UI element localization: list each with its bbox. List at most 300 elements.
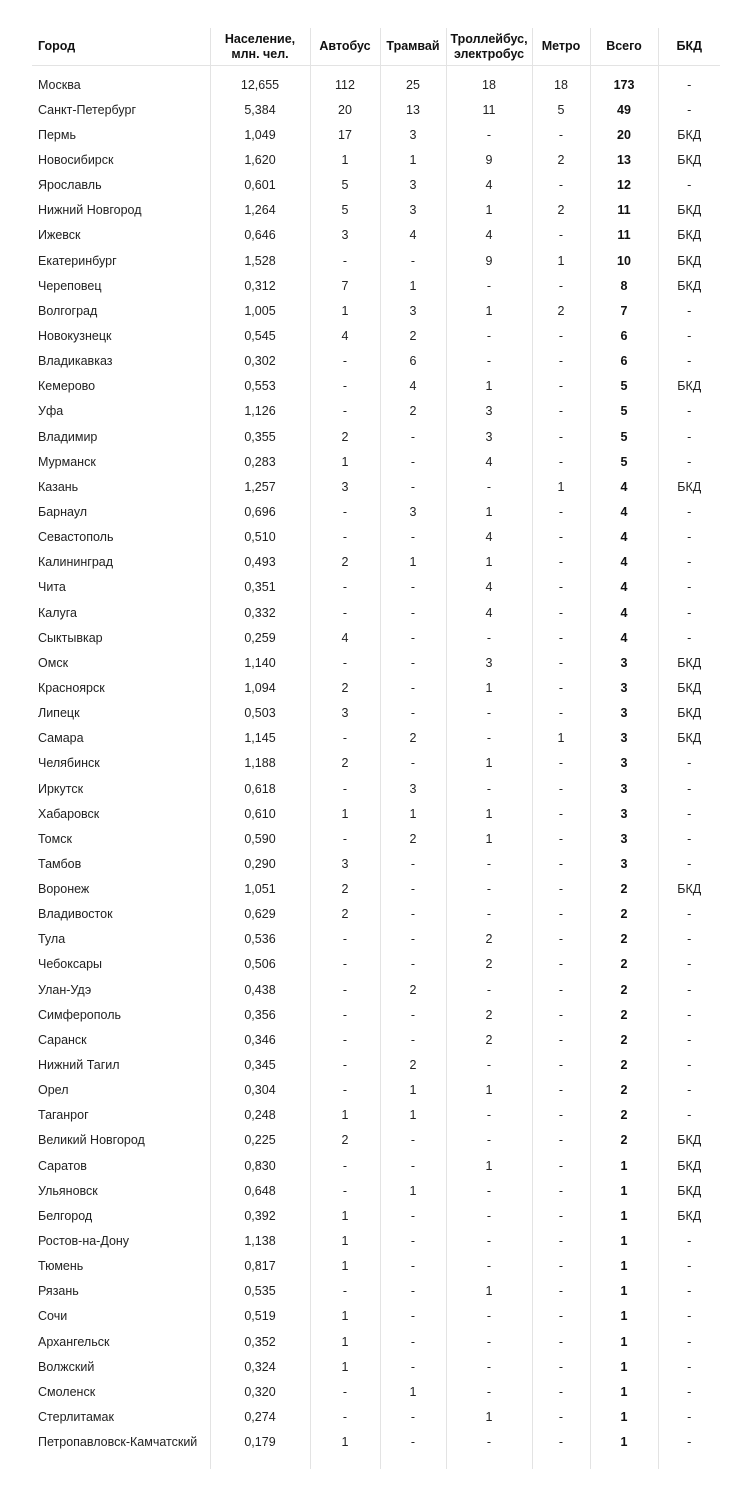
cell-bus: 2 [310,675,380,700]
cell-tram: 2 [380,323,446,348]
table-row [32,751,720,776]
cell-tram: 6 [380,349,446,374]
table-row [32,1254,720,1279]
table-row [32,1078,720,1103]
table-row [32,1279,720,1304]
cell-trolleybus: 4 [446,525,532,550]
cell-tram: - [380,927,446,952]
cell-bkd: БКД [677,1208,702,1223]
cell-total: 8 [590,273,658,298]
table-row [32,1203,720,1228]
cell-bkd: БКД [677,479,702,494]
cell-bus: 1 [310,1304,380,1329]
table-row [32,1128,720,1153]
cell-tram: - [380,1304,446,1329]
cell-total: 5 [590,399,658,424]
cell-bus: - [310,374,380,399]
cell-city: Смоленск [32,1379,210,1404]
cell-metro: - [532,1279,590,1304]
cell-tram: 3 [380,122,446,147]
cell-city: Тамбов [32,851,210,876]
table-row [32,198,720,223]
cell-bkd: - [687,907,692,922]
cell-tram: - [380,1404,446,1429]
cell-city: Сыктывкар [32,625,210,650]
cell-trolleybus: - [446,122,532,147]
cell-population: 0,817 [210,1254,310,1279]
transport-table [32,28,720,1469]
cell-total: 2 [590,1128,658,1153]
cell-trolleybus: 9 [446,147,532,172]
cell-population: 0,535 [210,1279,310,1304]
cell-bus: 1 [310,1430,380,1455]
spacer-cell [446,1455,532,1469]
cell-tram: 1 [380,550,446,575]
cell-trolleybus: - [446,1103,532,1128]
cell-city: Липецк [32,701,210,726]
cell-city: Ярославль [32,173,210,198]
cell-metro: 2 [532,298,590,323]
cell-tram: 2 [380,1052,446,1077]
cell-total: 1 [590,1178,658,1203]
cell-metro: - [532,323,590,348]
cell-city: Стерлитамак [32,1404,210,1429]
cell-bkd: - [687,580,692,595]
cell-metro: 1 [532,474,590,499]
cell-bkd: - [687,1058,692,1073]
cell-tram: - [380,625,446,650]
cell-population: 0,590 [210,826,310,851]
header-total: Всего [590,28,658,66]
cell-trolleybus: - [446,1354,532,1379]
cell-metro: - [532,952,590,977]
cell-tram: 1 [380,1078,446,1103]
cell-trolleybus: - [446,776,532,801]
cell-population: 0,503 [210,701,310,726]
cell-metro: - [532,399,590,424]
cell-population: 0,324 [210,1354,310,1379]
cell-tram: - [380,751,446,776]
cell-metro: - [532,374,590,399]
cell-bkd: БКД [677,882,702,897]
table-row [32,223,720,248]
cell-total: 4 [590,600,658,625]
header-bus: Автобус [310,28,380,66]
cell-trolleybus: - [446,273,532,298]
table-row [32,1027,720,1052]
cell-population: 0,545 [210,323,310,348]
cell-bus: - [310,1153,380,1178]
header-metro: Метро [532,28,590,66]
cell-population: 0,536 [210,927,310,952]
cell-city: Петропавловск-Камчатский [32,1430,210,1455]
cell-population: 1,051 [210,877,310,902]
cell-population: 1,145 [210,726,310,751]
cell-total: 1 [590,1379,658,1404]
cell-city: Пермь [32,122,210,147]
cell-bkd: - [687,1384,692,1399]
cell-total: 7 [590,298,658,323]
cell-metro: - [532,1254,590,1279]
cell-population: 0,696 [210,499,310,524]
cell-city: Нижний Тагил [32,1052,210,1077]
cell-total: 3 [590,701,658,726]
cell-tram: 3 [380,499,446,524]
cell-metro: - [532,1178,590,1203]
cell-bkd: - [687,77,692,92]
cell-city: Уфа [32,399,210,424]
cell-total: 2 [590,977,658,1002]
cell-population: 0,438 [210,977,310,1002]
cell-tram: - [380,449,446,474]
cell-bus: - [310,399,380,424]
cell-tram: 2 [380,726,446,751]
cell-city: Новосибирск [32,147,210,172]
cell-tram: - [380,424,446,449]
header-row [32,28,720,66]
cell-total: 2 [590,1103,658,1128]
cell-bus: 3 [310,223,380,248]
cell-city: Ульяновск [32,1178,210,1203]
cell-bkd: - [687,102,692,117]
cell-city: Череповец [32,273,210,298]
cell-city: Омск [32,650,210,675]
cell-trolleybus: 9 [446,248,532,273]
cell-city: Орел [32,1078,210,1103]
cell-trolleybus: - [446,1379,532,1404]
cell-bkd: БКД [677,655,702,670]
table-row [32,66,720,98]
cell-total: 1 [590,1153,658,1178]
cell-total: 3 [590,726,658,751]
cell-city: Калининград [32,550,210,575]
cell-bkd: БКД [677,278,702,293]
table-row [32,474,720,499]
cell-population: 1,140 [210,650,310,675]
cell-metro: - [532,776,590,801]
cell-bus: - [310,927,380,952]
cell-bkd: - [687,1309,692,1324]
table-row [32,1329,720,1354]
table-row [32,550,720,575]
cell-tram: 1 [380,1178,446,1203]
spacer-cell [590,1455,658,1469]
cell-bus: 2 [310,550,380,575]
cell-bus: - [310,726,380,751]
cell-trolleybus: 1 [446,1279,532,1304]
cell-trolleybus: 3 [446,424,532,449]
cell-total: 11 [590,198,658,223]
cell-city: Саратов [32,1153,210,1178]
cell-bkd: - [687,932,692,947]
cell-trolleybus: 1 [446,550,532,575]
cell-metro: - [532,701,590,726]
table-row [32,499,720,524]
cell-metro: - [532,499,590,524]
cell-tram: 4 [380,374,446,399]
cell-trolleybus: - [446,1178,532,1203]
cell-city: Хабаровск [32,801,210,826]
cell-metro: - [532,1304,590,1329]
cell-total: 20 [590,122,658,147]
table-row [32,374,720,399]
cell-city: Челябинск [32,751,210,776]
cell-metro: - [532,851,590,876]
cell-total: 5 [590,374,658,399]
cell-bus: - [310,349,380,374]
cell-bkd: БКД [677,1158,702,1173]
table-row [32,1404,720,1429]
cell-bkd: - [687,957,692,972]
cell-metro: - [532,625,590,650]
cell-bus: 4 [310,323,380,348]
table-row [32,1153,720,1178]
cell-bkd: - [687,1259,692,1274]
cell-bkd: - [687,831,692,846]
cell-city: Сочи [32,1304,210,1329]
cell-metro: - [532,1153,590,1178]
cell-bus: - [310,600,380,625]
cell-metro: - [532,650,590,675]
table-row [32,1178,720,1203]
cell-bus: 1 [310,147,380,172]
table-row [32,726,720,751]
cell-population: 0,601 [210,173,310,198]
cell-tram: - [380,575,446,600]
cell-bus: 3 [310,474,380,499]
cell-trolleybus: 3 [446,399,532,424]
cell-bus: 1 [310,1228,380,1253]
cell-total: 3 [590,801,658,826]
cell-bkd: - [687,806,692,821]
cell-total: 4 [590,525,658,550]
cell-trolleybus: 4 [446,173,532,198]
cell-city: Мурманск [32,449,210,474]
header-trolleybus: Троллейбус, электробус [446,28,532,66]
cell-bus: - [310,1052,380,1077]
table-row [32,273,720,298]
cell-city: Томск [32,826,210,851]
cell-bkd: - [687,756,692,771]
cell-trolleybus: 2 [446,1027,532,1052]
cell-metro: - [532,1379,590,1404]
cell-metro: - [532,902,590,927]
cell-trolleybus: 18 [446,66,532,98]
cell-metro: - [532,1078,590,1103]
cell-total: 2 [590,1052,658,1077]
cell-metro: - [532,525,590,550]
cell-city: Архангельск [32,1329,210,1354]
cell-bkd: - [687,1007,692,1022]
table-row [32,851,720,876]
table-row [32,927,720,952]
table-row [32,801,720,826]
cell-population: 0,629 [210,902,310,927]
cell-total: 2 [590,877,658,902]
cell-total: 5 [590,449,658,474]
cell-population: 0,320 [210,1379,310,1404]
cell-population: 0,355 [210,424,310,449]
cell-bkd: - [687,178,692,193]
spacer-cell [380,1455,446,1469]
cell-tram: 13 [380,97,446,122]
cell-population: 0,610 [210,801,310,826]
cell-metro: 18 [532,66,590,98]
table-row [32,97,720,122]
cell-tram: - [380,877,446,902]
cell-total: 3 [590,851,658,876]
cell-tram: - [380,1203,446,1228]
cell-bkd: - [687,1435,692,1450]
table-row [32,701,720,726]
cell-tram: - [380,952,446,977]
cell-tram: - [380,248,446,273]
cell-bkd: БКД [677,1133,702,1148]
cell-trolleybus: 1 [446,374,532,399]
cell-city: Казань [32,474,210,499]
cell-trolleybus: - [446,1304,532,1329]
cell-total: 6 [590,349,658,374]
cell-tram: - [380,1279,446,1304]
cell-tram: 1 [380,1379,446,1404]
cell-total: 3 [590,751,658,776]
cell-trolleybus: 1 [446,751,532,776]
cell-trolleybus: - [446,323,532,348]
cell-tram: - [380,851,446,876]
cell-tram: - [380,650,446,675]
cell-city: Красноярск [32,675,210,700]
cell-tram: - [380,474,446,499]
cell-population: 0,830 [210,1153,310,1178]
table-row [32,776,720,801]
cell-city: Симферополь [32,1002,210,1027]
cell-population: 0,312 [210,273,310,298]
cell-bus: 7 [310,273,380,298]
cell-trolleybus: - [446,1203,532,1228]
cell-tram: - [380,1002,446,1027]
header-bkd: БКД [658,28,720,66]
cell-total: 1 [590,1203,658,1228]
cell-trolleybus: 11 [446,97,532,122]
cell-total: 5 [590,424,658,449]
cell-city: Саранск [32,1027,210,1052]
cell-bus: 112 [310,66,380,98]
cell-population: 1,264 [210,198,310,223]
cell-bus: 2 [310,902,380,927]
cell-total: 4 [590,550,658,575]
table-row [32,902,720,927]
cell-total: 1 [590,1430,658,1455]
cell-city: Нижний Новгород [32,198,210,223]
cell-trolleybus: - [446,726,532,751]
cell-metro: - [532,675,590,700]
cell-city: Кемерово [32,374,210,399]
table-row [32,675,720,700]
cell-total: 2 [590,927,658,952]
cell-city: Белгород [32,1203,210,1228]
cell-trolleybus: 2 [446,1002,532,1027]
cell-trolleybus: 1 [446,198,532,223]
cell-tram: 1 [380,147,446,172]
cell-population: 0,179 [210,1430,310,1455]
cell-bus: - [310,248,380,273]
cell-metro: - [532,173,590,198]
cell-bkd: - [687,605,692,620]
cell-population: 12,655 [210,66,310,98]
cell-bkd: - [687,1359,692,1374]
cell-total: 1 [590,1404,658,1429]
cell-trolleybus: - [446,1128,532,1153]
cell-metro: - [532,877,590,902]
cell-city: Таганрог [32,1103,210,1128]
table-row [32,650,720,675]
cell-tram: 1 [380,1103,446,1128]
cell-metro: - [532,600,590,625]
cell-bkd: - [687,1284,692,1299]
cell-bus: 2 [310,751,380,776]
table-row [32,349,720,374]
cell-bus: - [310,977,380,1002]
cell-bus: 5 [310,198,380,223]
cell-population: 0,274 [210,1404,310,1429]
cell-trolleybus: 4 [446,223,532,248]
cell-city: Чита [32,575,210,600]
cell-tram: - [380,1128,446,1153]
cell-population: 0,283 [210,449,310,474]
cell-bkd: - [687,303,692,318]
cell-trolleybus: 1 [446,1153,532,1178]
spacer-cell [310,1455,380,1469]
cell-city: Санкт-Петербург [32,97,210,122]
cell-population: 0,332 [210,600,310,625]
cell-bus: 1 [310,298,380,323]
cell-bus: 2 [310,424,380,449]
cell-population: 0,519 [210,1304,310,1329]
cell-metro: - [532,1052,590,1077]
cell-tram: 3 [380,173,446,198]
cell-bkd: - [687,429,692,444]
cell-bus: 5 [310,173,380,198]
cell-total: 1 [590,1329,658,1354]
cell-total: 173 [590,66,658,98]
cell-trolleybus: - [446,851,532,876]
cell-metro: - [532,575,590,600]
cell-metro: - [532,449,590,474]
cell-bus: - [310,1279,380,1304]
cell-total: 2 [590,1002,658,1027]
cell-bus: 3 [310,851,380,876]
cell-tram: 3 [380,298,446,323]
cell-trolleybus: 4 [446,449,532,474]
cell-bkd: БКД [677,1183,702,1198]
cell-total: 4 [590,625,658,650]
cell-metro: - [532,1329,590,1354]
cell-bus: 2 [310,1128,380,1153]
cell-total: 1 [590,1279,658,1304]
cell-tram: - [380,902,446,927]
cell-population: 1,188 [210,751,310,776]
cell-bkd: БКД [677,228,702,243]
cell-tram: - [380,1254,446,1279]
table-row [32,1052,720,1077]
cell-total: 12 [590,173,658,198]
cell-metro: - [532,1228,590,1253]
cell-bkd: - [687,328,692,343]
cell-city: Иркутск [32,776,210,801]
cell-bus: - [310,499,380,524]
cell-total: 11 [590,223,658,248]
cell-bus: 4 [310,625,380,650]
